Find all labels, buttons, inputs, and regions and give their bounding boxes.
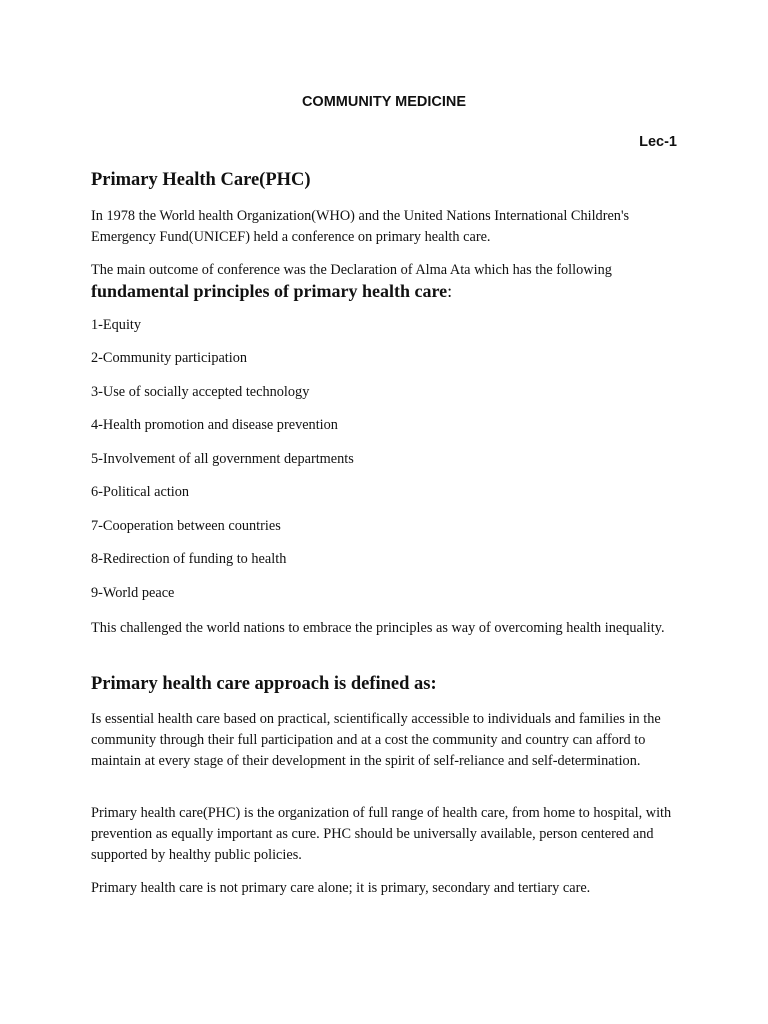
course-title: COMMUNITY MEDICINE — [301, 94, 467, 110]
section-heading-phc: Primary Health Care(PHC) — [91, 170, 311, 190]
principle-item: 5-Involvement of all government departments — [91, 451, 354, 467]
scope-paragraph: Primary health care is not primary care alone; it is primary, secondary and tertiary care. — [91, 880, 591, 896]
principles-lead-colon: : — [447, 281, 453, 301]
principle-item: 4-Health promotion and disease prevention — [91, 417, 338, 433]
organization-paragraph: Primary health care(PHC) is the organization of full range of health care, from home to hospital, with prevention as equally important as cure. PHC should be universally available, person centered and supported by healthy public policies. — [91, 805, 672, 863]
principle-item: 2-Community participation — [91, 350, 248, 366]
section-heading-approach: Primary health care approach is defined as: — [91, 674, 437, 694]
principle-item: 1-Equity — [91, 317, 142, 333]
outcome-paragraph: The main outcome of conference was the Declaration of Alma Ata which has the following — [91, 262, 612, 278]
principle-item: 9-World peace — [91, 585, 175, 601]
principle-item: 6-Political action — [91, 484, 190, 500]
principle-item: 3-Use of socially accepted technology — [91, 384, 310, 400]
closing-paragraph: This challenged the world nations to embrace the principles as way of overcoming health inequality. — [91, 620, 665, 636]
lecture-number: Lec-1 — [639, 134, 677, 150]
principles-lead-text: fundamental principles of primary health care — [91, 281, 448, 301]
definition-paragraph: Is essential health care based on practical, scientifically accessible to individuals and families in the community through their full participation and at a cost the community and country can afford to maintain at every stage of their development in the spirit of self-reliance and self-determination. — [91, 711, 661, 769]
principle-item: 7-Cooperation between countries — [91, 518, 281, 534]
principle-item: 8-Redirection of funding to health — [91, 551, 287, 567]
intro-paragraph: In 1978 the World health Organization(WHO) and the United Nations International Children's Emergency Fund(UNICEF) held a conference on primary health care. — [91, 208, 630, 245]
principles-lead — [91, 281, 681, 304]
